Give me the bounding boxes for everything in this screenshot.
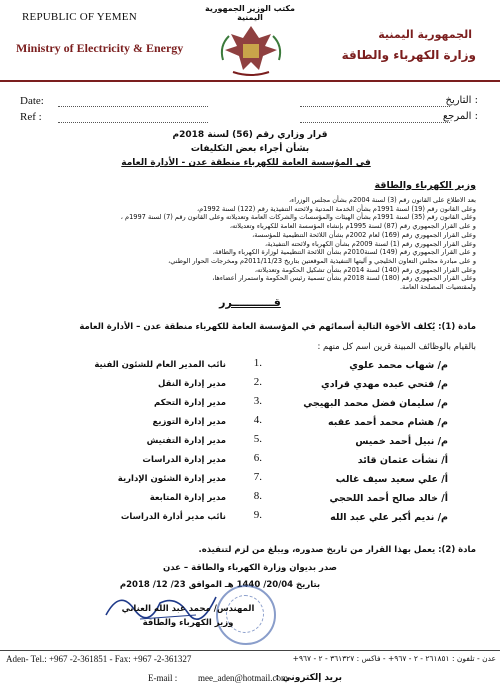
signer-title: وزير الكهرباء والطاقة <box>142 618 234 628</box>
assignee-role: مدير إدارة التحكم <box>154 398 226 408</box>
assignee-role: مدير إدارة الدراسات <box>142 455 226 465</box>
decree-place: في المؤسسة العامة للكهرباء منطقة عدن - الأدارة العامة <box>121 158 371 168</box>
assignee-role: مدير إدارة الشئون الإدارية <box>117 474 226 484</box>
assignee-name: م/ فتحي عبده مهدي قرادي <box>321 379 448 390</box>
preamble-line: و على مبادرة مجلس التعاون الخليجي و آليتها التنفيذية الموقعتين بتاريخ 2011/11/23م ومخرجات الحوار الوطني، <box>168 256 476 265</box>
preamble-line: بعد الاطلاع على القانون رقم (3) لسنة 2004م بشأن مجلس الوزراء، <box>288 196 476 204</box>
date-ar-field-line <box>300 106 450 107</box>
assignee-role: مدير إدارة التفتيش <box>146 436 226 446</box>
footer-email[interactable]: mee_aden@hotmail.com <box>198 673 289 683</box>
issuance-line: صدر بديوان وزارة الكهرباء والطاقة – عدن <box>162 563 338 573</box>
article-1: مادة (1): يُكلف الأخوة التالية أسمائهم في المؤسسة العامة للكهرباء منطقة عدن – الأدارة العامة <box>79 322 476 332</box>
assignee-role: مدير إدارة المتابعة <box>149 493 226 503</box>
assignee-name: م/ شهاب محمد علوي <box>349 360 448 371</box>
assignee-name: أ/ علي سعيد سيف غالب <box>335 474 448 485</box>
assignee-role: نائب مدير أدارة الدراسات <box>120 512 226 522</box>
official-stamp <box>216 585 276 645</box>
footer-divider <box>0 650 500 651</box>
list-number: 8. <box>253 490 262 502</box>
footer-contact-ar: عدن - تلفون : ٢٦١٨٥١ - ٢ - ٩٦٧+ - فاكس : ٣٦١٣٢٧ - ٢ - ٩٦٧+ <box>292 654 496 663</box>
assignee-role: نائب المدير العام للشئون الفنية <box>94 360 226 370</box>
republic-name-ar: الجمهورية اليمنية <box>378 28 472 41</box>
preamble-line: وعلى القرار الجمهوري رقم (140) لسنة 2014م بشأن تشكيل الحكومة وتعديلاته، <box>254 265 476 274</box>
assignee-name: م/ سليمان فضل محمد البهيجي <box>303 398 448 409</box>
preamble-line: وعلى القرار الجمهوري رقم (1) لسنة 2009م بشأن الكهرباء ولائحته التنفيذية، <box>265 239 476 248</box>
preamble-line: و على القرار الجمهوري رقم (87) لسنة 1995م بإنشاء المؤسسة العامة للكهرباء وتعديلاته، <box>229 222 476 231</box>
minister-heading: وزير الكهرباء والطاقة <box>374 180 476 191</box>
preamble-text <box>86 196 476 292</box>
list-number: 3. <box>253 395 262 407</box>
footer-email-label-ar: بريد إلكتروني : <box>275 673 342 683</box>
list-number: 9. <box>253 509 262 521</box>
decree-subtitle: بشأن أجراء بعض التكليفات <box>190 144 310 154</box>
preamble-line: و على القرار الجمهوري رقم (149) لسنة2010م بشأن اللائحة التنظيمية لوزارة الكهرباء والطاقة، <box>212 248 476 257</box>
preamble-line: وعلى القرار الجمهوري رقم (169) لعام 2002م بشأن اللائحة التنظيمية للمؤسسة، <box>252 230 476 239</box>
list-number: 4. <box>253 414 262 426</box>
ref-ar-field-line <box>300 122 450 123</box>
ref-field-line <box>58 122 208 123</box>
article-2: مادة (2): يعمل بهذا القرار من تاريخ صدوره، ويبلغ من لزم لتنفيذه. <box>198 545 476 555</box>
signer-name: المهندس/ محمد عبد الله العناني <box>121 604 255 614</box>
preamble-line: وعلى القانون رقم (35) لسنة 1991م بشأن الهيئات والمؤسسات والشركات العامة وتعديلاته وعلى القانون رقم (7) لسنة 1997م ، <box>120 213 476 222</box>
assignee-role: مدير إدارة التوزيع <box>152 417 226 427</box>
list-number: 2. <box>253 376 262 388</box>
list-number: 6. <box>253 452 262 464</box>
date-label-ar: : التاريخ <box>445 95 478 106</box>
yemen-eagle-emblem <box>213 20 289 80</box>
date-label-en: Date: <box>20 95 44 107</box>
assignee-name: م/ هشام محمد أحمد عقبه <box>328 417 448 428</box>
list-number: 7. <box>253 471 262 483</box>
date-field-line <box>58 106 208 107</box>
decides-heading: قـــــــــــرر <box>219 296 281 309</box>
assignee-name: أ/ خالد صالح أحمد اللحجي <box>329 493 448 504</box>
assignee-name: م/ نديم أكبر علي عبد الله <box>330 512 448 523</box>
ref-label-ar: : المرجع <box>442 111 478 122</box>
ministry-name-en: Ministry of Electricity & Energy <box>16 41 184 55</box>
article-1-continued: بالقيام بالوظائف المبينة قرين اسم كل منهم : <box>317 342 476 352</box>
assignee-name: أ/ نشأت عثمان قائد <box>357 455 448 466</box>
footer-email-label: E-mail : <box>148 673 178 683</box>
footer-contact-en: Aden- Tel.: +967 -2-361851 - Fax: +967 -2-361327 <box>6 654 192 664</box>
header-divider <box>0 80 500 82</box>
decree-title: قرار وزاري رقم (56) لسنة 2018م <box>172 130 328 140</box>
preamble-line: وعلى القانون رقم (19) لسنة 1991م بشأن الخدمة المدنية ولائحته التنفيذية رقم (122) لسنة 1992م، <box>196 204 476 213</box>
list-number: 1. <box>253 357 262 369</box>
preamble-line: وعلى القرار الجمهوري رقم (180) لسنة 2018م بشأن تسمية رئيس الحكومة واستمرار أعضاءها، <box>212 274 476 283</box>
ministry-name-ar: وزارة الكهرباء والطاقة <box>341 48 476 62</box>
issuance-date: بتاريخ 20/04/ 1440 هـ الموافق 23/ 12/ 2018م <box>119 580 321 590</box>
list-number: 5. <box>253 433 262 445</box>
ref-label-en: Ref : <box>20 111 42 123</box>
country-name-en: REPUBLIC OF YEMEN <box>22 11 137 23</box>
preamble-line: ولمقتضيات المصلحة العامة. <box>400 283 476 292</box>
assignee-role: مدير إدارة النقل <box>158 379 226 389</box>
office-label-ar: مكتب الوزير الجمهورية اليمنية <box>205 4 295 22</box>
assignee-name: م/ نبيل أحمد خميس <box>355 436 448 447</box>
